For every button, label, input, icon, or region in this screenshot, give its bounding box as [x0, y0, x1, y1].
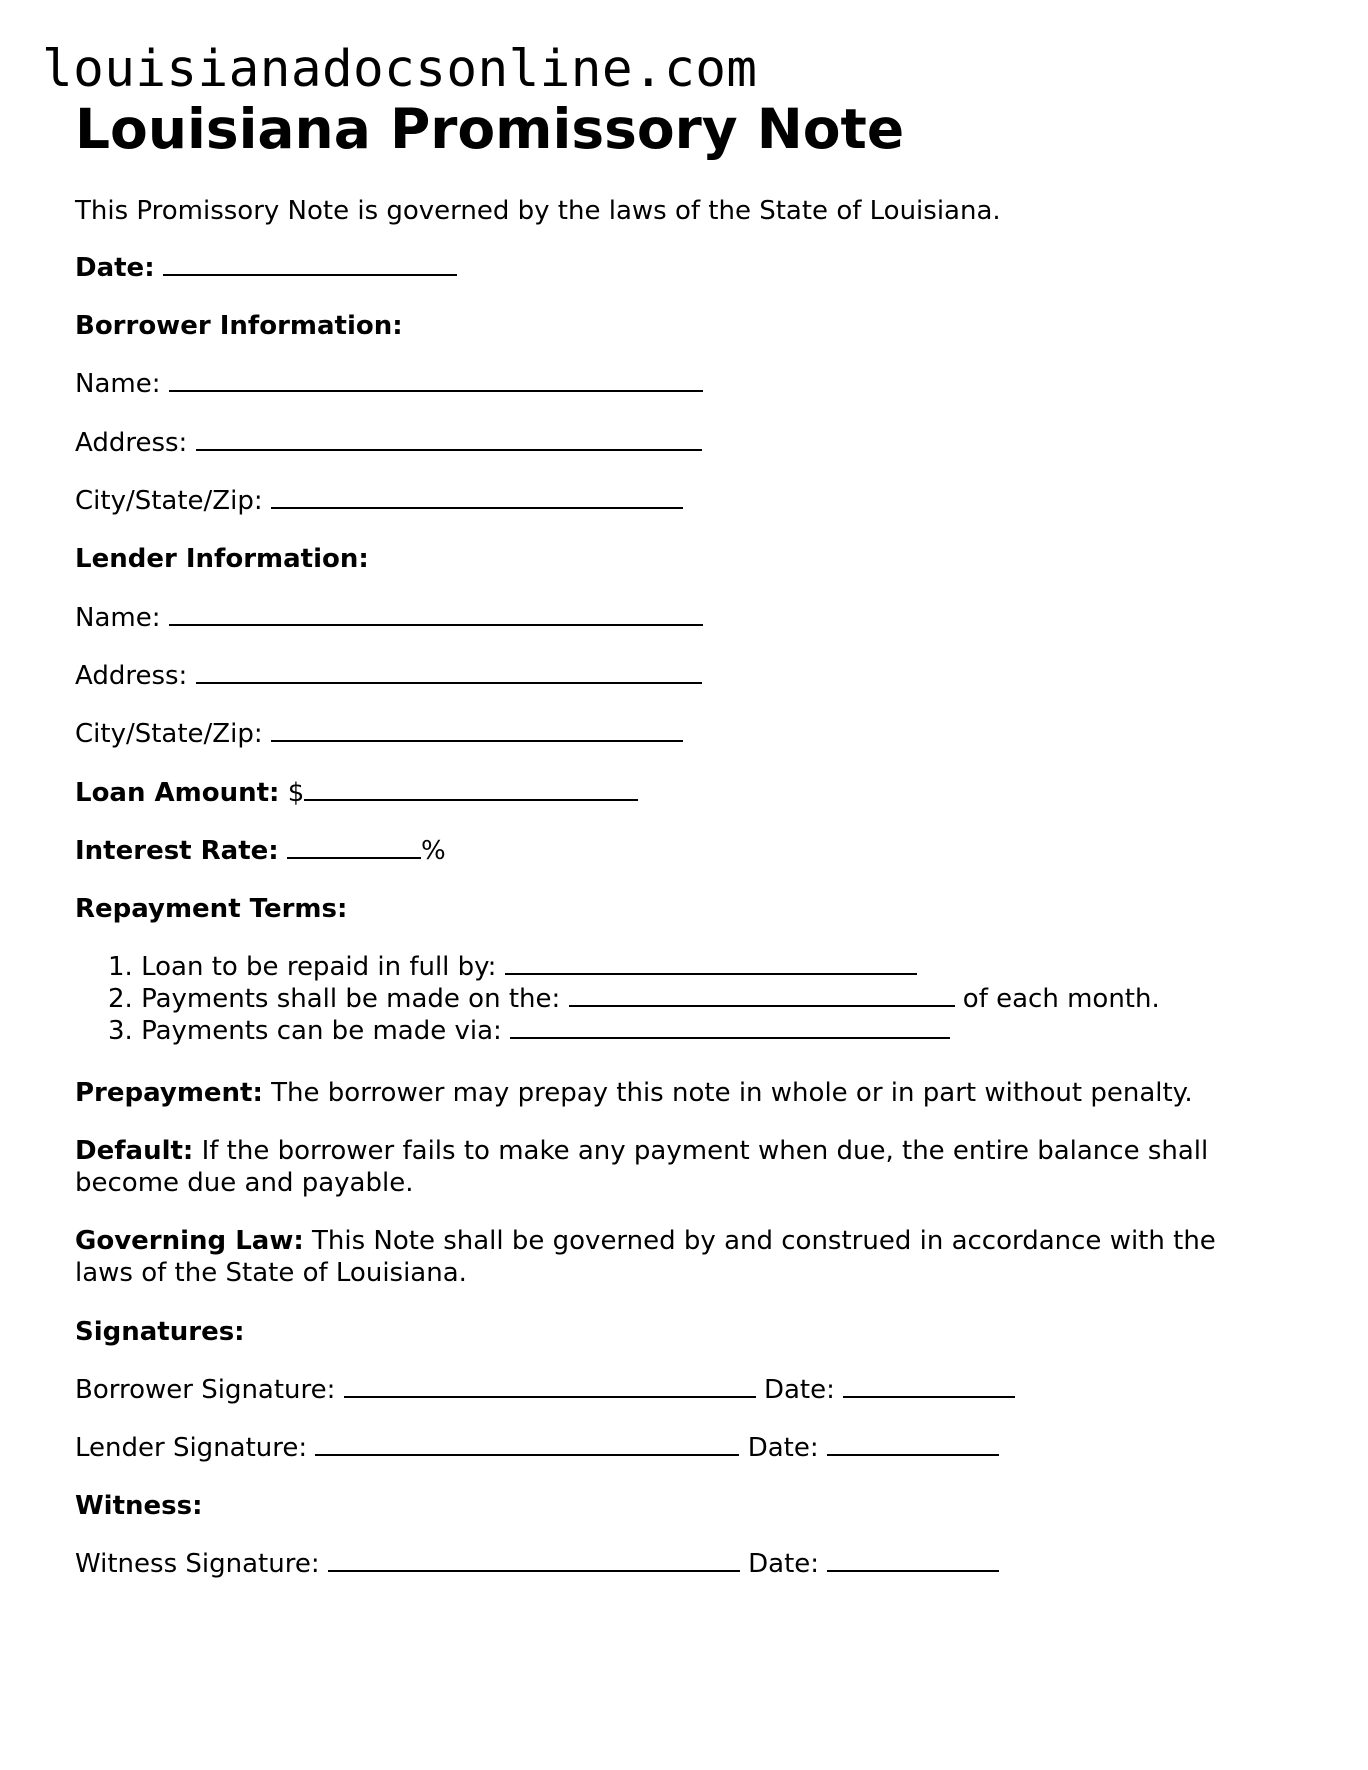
borrower-signature-label: Borrower Signature:	[75, 1375, 336, 1405]
lender-name-row	[75, 602, 703, 634]
lender-name-field[interactable]	[169, 602, 703, 626]
lender-city-label: City/State/Zip:	[75, 719, 263, 749]
borrower-address-row	[75, 427, 702, 459]
lender-heading: Lender Information:	[75, 544, 369, 574]
date-field[interactable]	[163, 252, 457, 276]
governing-law-label: Governing Law:	[75, 1226, 304, 1256]
default-text: If the borrower fails to make any payment when due, the entire balance shall become due and payable.	[75, 1136, 1209, 1198]
loan-amount-field[interactable]	[304, 777, 638, 801]
site-watermark: louisianadocsonline.com	[42, 40, 758, 99]
loan-amount-label: Loan Amount:	[75, 778, 280, 808]
interest-rate-suffix: %	[420, 836, 446, 866]
repayment-item-number: 3.	[108, 1016, 133, 1046]
prepayment-clause	[75, 1077, 1275, 1109]
signatures-heading: Signatures:	[75, 1317, 245, 1347]
interest-rate-label: Interest Rate:	[75, 836, 279, 866]
payment-day-field[interactable]	[569, 983, 955, 1007]
date-row	[75, 252, 457, 284]
lender-signature-field[interactable]	[315, 1432, 739, 1456]
witness-heading: Witness:	[75, 1491, 203, 1521]
payment-method-field[interactable]	[510, 1015, 950, 1039]
borrower-name-field[interactable]	[169, 368, 703, 392]
borrower-signature-field[interactable]	[344, 1374, 756, 1398]
lender-signature-date-field[interactable]	[827, 1432, 999, 1456]
page-title: Louisiana Promissory Note	[75, 97, 905, 161]
witness-signature-date-field[interactable]	[827, 1548, 999, 1572]
repay-by-field[interactable]	[505, 951, 917, 975]
repayment-item-after: of each month.	[962, 984, 1160, 1014]
borrower-city-label: City/State/Zip:	[75, 486, 263, 516]
default-label: Default:	[75, 1136, 194, 1166]
repayment-item-2	[108, 983, 1160, 1015]
lender-signature-date-label: Date:	[747, 1433, 819, 1463]
loan-amount-row	[75, 777, 638, 809]
repayment-item-text: Loan to be repaid in full by:	[141, 952, 497, 982]
lender-address-label: Address:	[75, 661, 188, 691]
lender-city-field[interactable]	[271, 718, 683, 742]
repayment-item-1	[108, 951, 917, 983]
interest-rate-row	[75, 835, 446, 867]
repayment-item-3	[108, 1015, 950, 1047]
interest-rate-field[interactable]	[287, 835, 421, 859]
witness-signature-field[interactable]	[328, 1548, 740, 1572]
borrower-city-field[interactable]	[271, 485, 683, 509]
borrower-signature-row	[75, 1374, 1015, 1406]
lender-signature-row	[75, 1432, 999, 1464]
prepayment-label: Prepayment:	[75, 1078, 263, 1108]
witness-signature-row	[75, 1548, 999, 1580]
witness-signature-date-label: Date:	[748, 1549, 820, 1579]
prepayment-text: The borrower may prepay this note in whole or in part without penalty.	[271, 1078, 1193, 1108]
repayment-heading: Repayment Terms:	[75, 894, 348, 924]
intro-text: This Promissory Note is governed by the laws of the State of Louisiana.	[75, 196, 1001, 226]
lender-address-field[interactable]	[196, 660, 702, 684]
governing-law-text: This Note shall be governed by and construed in accordance with the laws of the State of Louisiana.	[75, 1226, 1216, 1288]
borrower-signature-date-label: Date:	[763, 1375, 835, 1405]
repayment-item-text: Payments can be made via:	[141, 1016, 502, 1046]
borrower-city-row	[75, 485, 683, 517]
lender-address-row	[75, 660, 702, 692]
governing-law-clause	[75, 1225, 1275, 1289]
witness-signature-label: Witness Signature:	[75, 1549, 320, 1579]
repayment-item-number: 1.	[108, 952, 133, 982]
borrower-signature-date-field[interactable]	[843, 1374, 1015, 1398]
borrower-name-row	[75, 368, 703, 400]
borrower-address-field[interactable]	[196, 427, 702, 451]
borrower-name-label: Name:	[75, 369, 161, 399]
default-clause	[75, 1135, 1275, 1199]
lender-city-row	[75, 718, 683, 750]
lender-name-label: Name:	[75, 603, 161, 633]
loan-amount-prefix: $	[287, 778, 305, 808]
repayment-item-text: Payments shall be made on the:	[141, 984, 561, 1014]
repayment-item-number: 2.	[108, 984, 133, 1014]
borrower-heading: Borrower Information:	[75, 311, 403, 341]
date-label: Date:	[75, 253, 155, 283]
borrower-address-label: Address:	[75, 428, 188, 458]
lender-signature-label: Lender Signature:	[75, 1433, 308, 1463]
